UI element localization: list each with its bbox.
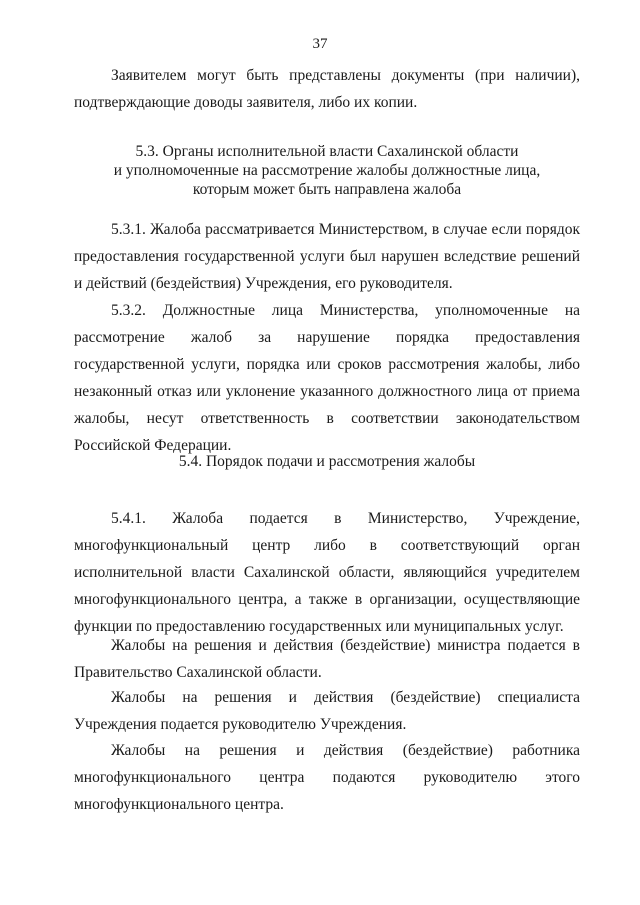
paragraph-text: Заявителем могут быть представлены документы (при наличии), подтверждающие доводы заявителя, либо их копии. — [74, 67, 580, 111]
paragraph-minister-complaint — [74, 632, 580, 686]
heading-line: и уполномоченные на рассмотрение жалобы должностные лица, — [113, 162, 541, 179]
paragraph-text: 5.4.1. Жалоба подается в Министерство, Учреждение, многофункциональный центр либо в соответствующий орган исполнительной власти Сахалинской области, являющийся учредителем многофункционального центра, а также в организации, осуществляющие функции по предоставлению государственных или муниципальных услуг. — [74, 510, 580, 635]
paragraph-evidence — [74, 62, 580, 116]
paragraph-5-3-1 — [74, 216, 580, 297]
section-heading-5-3 — [74, 142, 580, 199]
paragraph-mfc-complaint — [74, 737, 580, 818]
paragraph-text: Жалобы на решения и действия (бездействие) работника многофункционального центра подаются руководителю этого многофункционального центра. — [74, 742, 580, 813]
paragraph-text: 5.3.2. Должностные лица Министерства, уполномоченные на рассмотрение жалоб за нарушение порядка предоставления государственной услуги, порядка или сроков рассмотрения жалобы, либо незаконный отказ или уклонение указанного должностного лица от приема жалобы, несут ответственность в соответствии законодательством Российской Федерации. — [74, 302, 580, 454]
paragraph-specialist-complaint — [74, 684, 580, 738]
paragraph-text: Жалобы на решения и действия (бездействие) специалиста Учреждения подается руководителю Учреждения. — [74, 689, 580, 733]
heading-line: 5.3. Органы исполнительной власти Сахалинской области — [135, 143, 519, 160]
section-heading-5-4 — [74, 452, 580, 471]
heading-line: 5.4. Порядок подачи и рассмотрения жалобы — [178, 453, 476, 470]
paragraph-5-3-2 — [74, 297, 580, 459]
paragraph-text: Жалобы на решения и действия (бездействие) министра подается в Правительство Сахалинской области. — [74, 637, 580, 681]
page-number: 37 — [312, 36, 328, 52]
paragraph-5-4-1 — [74, 505, 580, 640]
heading-line: которым может быть направлена жалоба — [192, 181, 462, 198]
paragraph-text: 5.3.1. Жалоба рассматривается Министерством, в случае если порядок предоставления государственной услуги был нарушен вследствие решений и действий (бездействия) Учреждения, его руководителя. — [74, 221, 580, 292]
